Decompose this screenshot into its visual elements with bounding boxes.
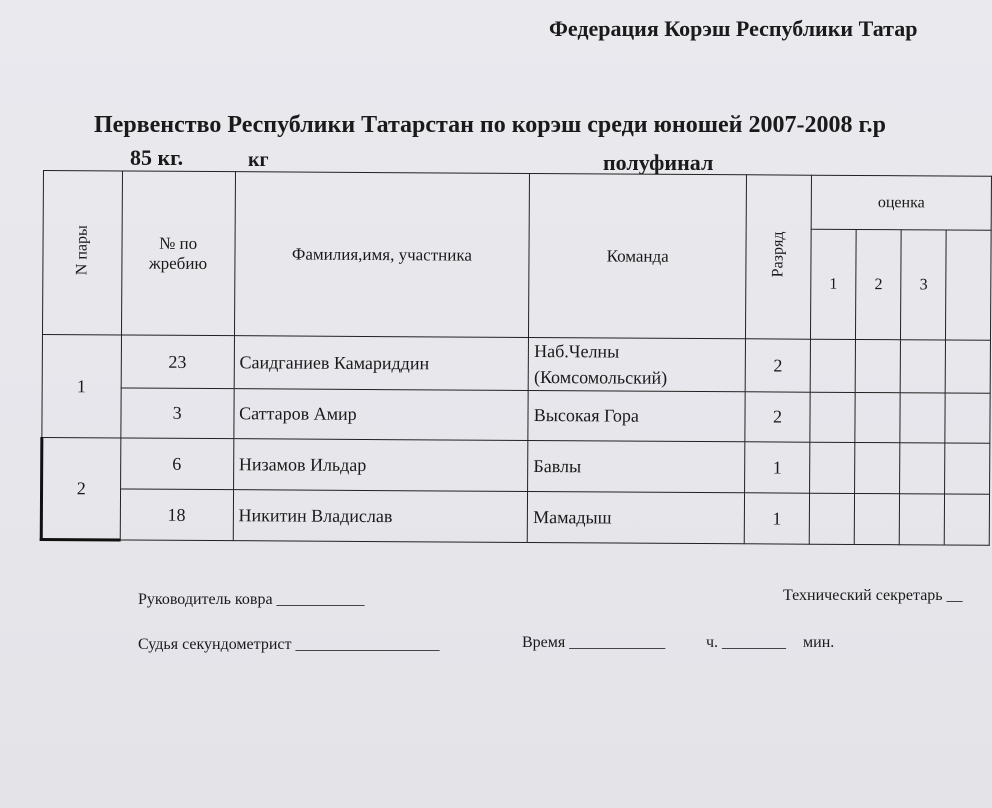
score-cell bbox=[854, 493, 899, 544]
results-table bbox=[40, 170, 992, 547]
table-row bbox=[42, 388, 990, 444]
team-name: Бавлы bbox=[528, 440, 745, 492]
score-cell bbox=[810, 442, 855, 493]
score-cell bbox=[945, 393, 990, 443]
score-cell bbox=[809, 493, 854, 544]
score-cell bbox=[899, 494, 944, 545]
time-field: Время ____________ bbox=[522, 634, 666, 651]
team-name: Мамадыш bbox=[527, 491, 744, 543]
federation-heading: Федерация Корэш Республики Татар bbox=[549, 16, 918, 41]
mat-head-signature: Руководитель ковра ___________ bbox=[138, 591, 365, 608]
header-rank bbox=[746, 175, 812, 339]
rank-value: 1 bbox=[745, 442, 810, 493]
score-cell bbox=[855, 392, 900, 442]
pair-number: 2 bbox=[41, 438, 120, 540]
score-col-3: 3 bbox=[901, 230, 947, 340]
weight-category: 85 кг. bbox=[130, 145, 184, 170]
participant-name: Никитин Владислав bbox=[233, 490, 528, 543]
rank-value: 1 bbox=[744, 493, 809, 544]
score-col-1: 1 bbox=[810, 229, 856, 339]
draw-number: 6 bbox=[120, 438, 233, 490]
participant-name: Саидганиев Камариддин bbox=[234, 336, 529, 391]
draw-number: 3 bbox=[120, 388, 233, 439]
score-cell bbox=[810, 339, 855, 392]
header-score: оценка bbox=[811, 175, 991, 230]
draw-number: 23 bbox=[121, 335, 234, 389]
header-pair-number bbox=[42, 171, 122, 335]
hours-field: ч. ________ bbox=[706, 634, 787, 651]
score-cell bbox=[946, 340, 991, 393]
table-row bbox=[41, 489, 989, 546]
header-draw-line1: № по bbox=[159, 233, 198, 253]
rank-value: 2 bbox=[745, 339, 810, 392]
table-row bbox=[42, 335, 990, 394]
header-rank-label: Разряд bbox=[769, 231, 787, 278]
header-team: Команда bbox=[529, 173, 747, 338]
score-cell bbox=[855, 339, 900, 392]
score-cell bbox=[900, 393, 945, 443]
score-col-2: 2 bbox=[856, 229, 902, 339]
score-cell bbox=[945, 443, 990, 494]
score-cell bbox=[900, 443, 945, 494]
table-header-row bbox=[43, 171, 991, 231]
team-name-line2: (Комсомольский) bbox=[533, 367, 668, 388]
header-pair-label: N пары bbox=[73, 225, 91, 276]
team-name-line1: Наб.Челны bbox=[534, 341, 620, 362]
weight-unit: кг bbox=[248, 149, 269, 171]
participant-name: Низамов Ильдар bbox=[233, 439, 528, 492]
score-cell bbox=[900, 340, 945, 393]
competition-title: Первенство Республики Татарстан по корэш среди юношей 2007-2008 г.р bbox=[94, 112, 886, 138]
header-participant-name: Фамилия,имя, участника bbox=[234, 172, 530, 338]
rank-value: 2 bbox=[745, 392, 810, 442]
score-col-4 bbox=[946, 230, 991, 340]
team-name: Высокая Гора bbox=[528, 390, 745, 441]
draw-number: 18 bbox=[120, 489, 233, 541]
tech-secretary-signature: Технический секретарь __ bbox=[783, 587, 963, 604]
header-draw-number bbox=[121, 171, 235, 336]
participant-name: Саттаров Амир bbox=[234, 389, 529, 441]
table-row bbox=[42, 438, 990, 495]
minutes-label: мин. bbox=[803, 634, 835, 651]
score-cell bbox=[945, 494, 990, 545]
score-cell bbox=[810, 392, 855, 442]
timekeeper-signature: Судья секундометрист __________________ bbox=[138, 636, 440, 653]
score-cell bbox=[855, 442, 900, 493]
team-name bbox=[528, 337, 745, 391]
header-draw-line2: жребию bbox=[148, 253, 208, 273]
pair-number: 1 bbox=[42, 335, 121, 438]
stage-label: полуфинал bbox=[603, 150, 714, 175]
